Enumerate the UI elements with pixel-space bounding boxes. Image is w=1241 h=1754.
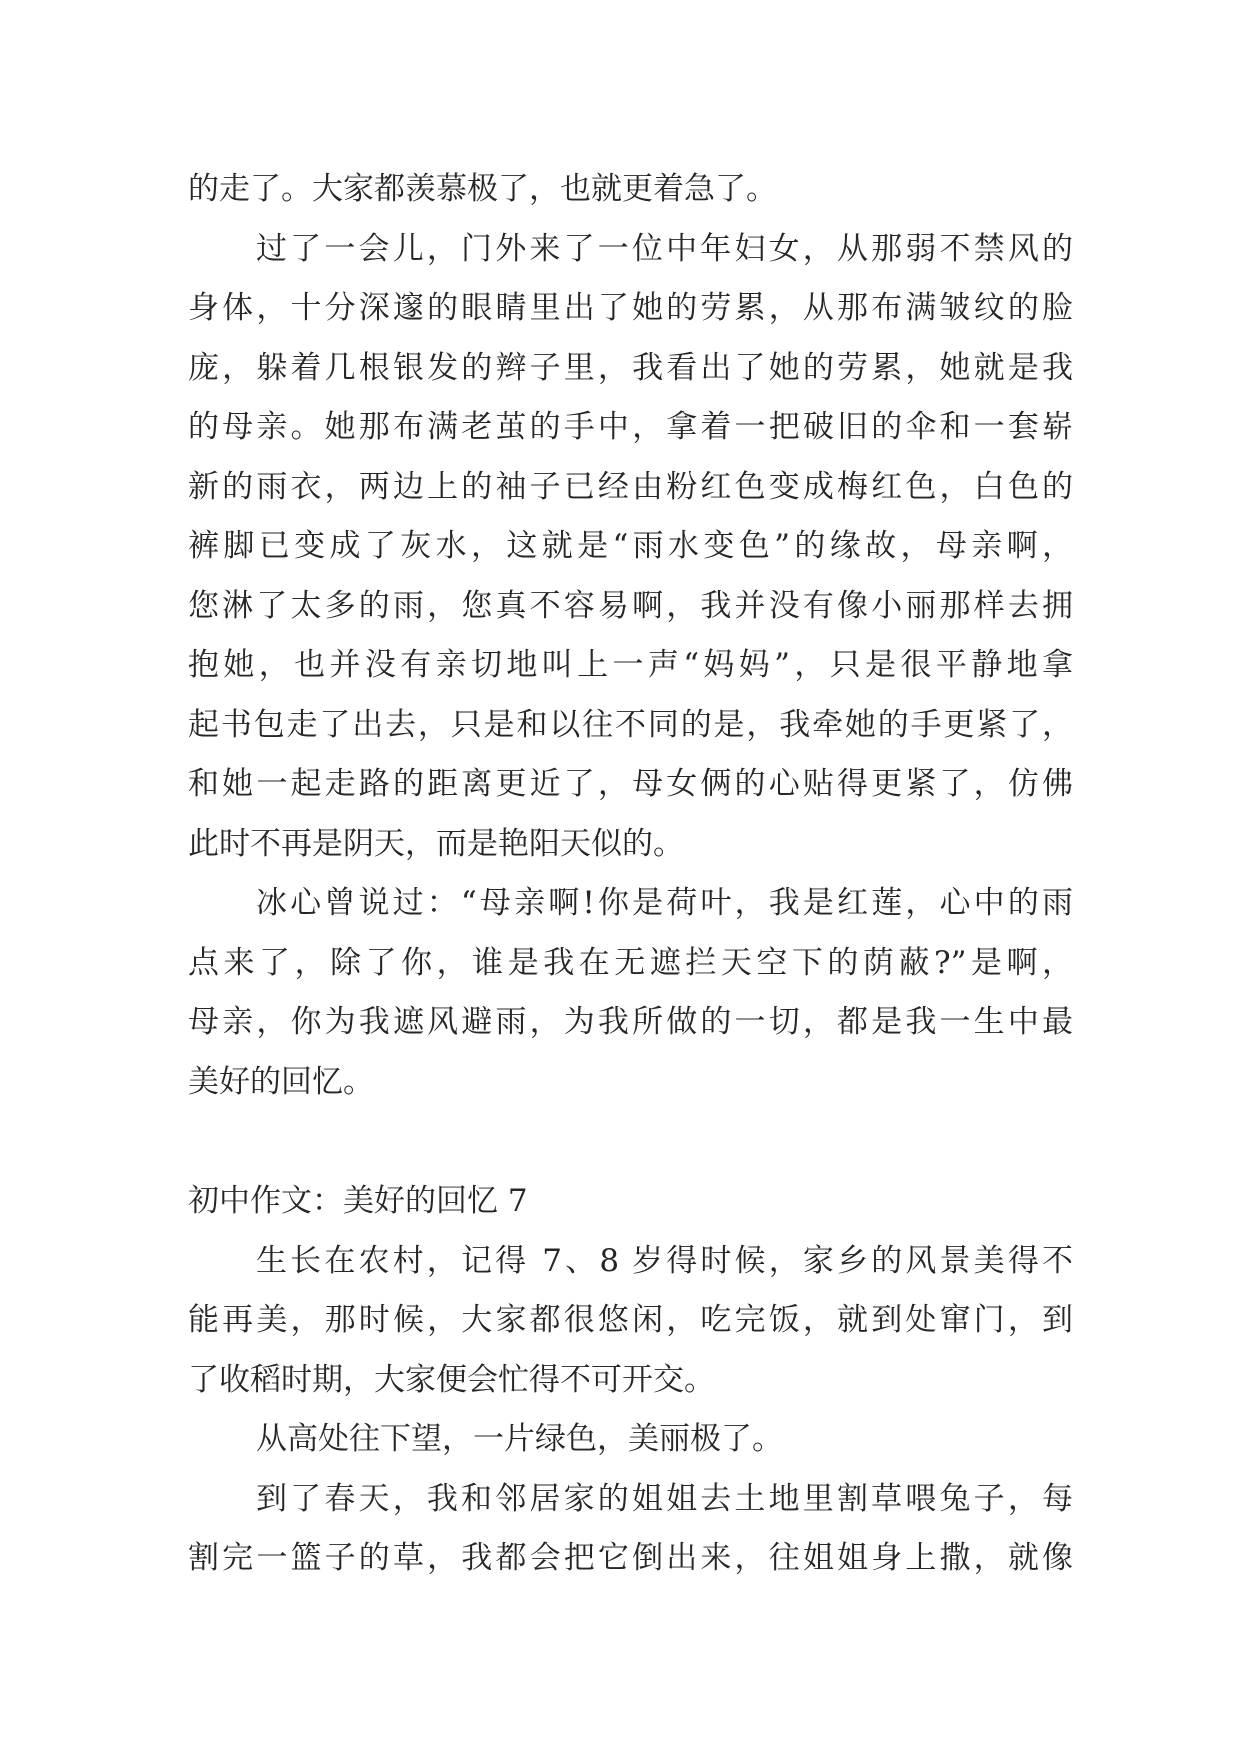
section-gap bbox=[188, 1112, 1073, 1172]
paragraph-line: 到了春天，我和邻居家的姐姐去土地里割草喂兔子，每 bbox=[256, 1480, 1073, 1517]
document-body bbox=[188, 160, 1073, 1589]
paragraph-line: 冰心曾说过：“母亲啊!你是荷叶，我是红莲，心中的雨 bbox=[256, 885, 1073, 921]
paragraph-line: 能再美，那时候，大家都很悠闲，吃完饭，就到处窜门，到 bbox=[188, 1302, 1073, 1338]
paragraph-line: 美好的回忆。 bbox=[188, 1063, 374, 1100]
paragraph-line: 抱她，也并没有亲切地叫上一声“妈妈”，只是很平静地拿 bbox=[188, 647, 1073, 683]
paragraph-line: 您淋了太多的雨，您真不容易啊，我并没有像小丽那样去拥 bbox=[188, 587, 1073, 624]
paragraph-line: 新的雨衣，两边上的袖子已经由粉红色变成梅红色，白色的 bbox=[188, 468, 1073, 505]
paragraph-line: 的走了。大家都羡慕极了，也就更着急了。 bbox=[188, 171, 777, 207]
paragraph-line: 从高处往下望，一片绿色，美丽极了。 bbox=[256, 1421, 783, 1457]
paragraph-line: 裤脚已变成了灰水，这就是“雨水变色”的缘故，母亲啊， bbox=[188, 528, 1073, 564]
paragraph-line: 的母亲。她那布满老茧的手中，拿着一把破旧的伞和一套崭 bbox=[188, 409, 1073, 445]
section-heading: 初中作文：美好的回忆 7 bbox=[188, 1183, 528, 1219]
paragraph-line: 母亲，你为我遮风避雨，为我所做的一切，都是我一生中最 bbox=[188, 1004, 1073, 1040]
paragraph-line: 了收稻时期，大家便会忙得不可开交。 bbox=[188, 1361, 715, 1398]
paragraph-line: 点来了，除了你，谁是我在无遮拦天空下的荫蔽?”是啊， bbox=[188, 944, 1073, 981]
paragraph-line: 割完一篮子的草，我都会把它倒出来，往姐姐身上撒，就像 bbox=[188, 1540, 1073, 1576]
paragraph-line: 此时不再是阴天，而是艳阳天似的。 bbox=[188, 825, 684, 862]
paragraph-line: 生长在农村，记得 7、8 岁得时候，家乡的风景美得不 bbox=[256, 1242, 1073, 1279]
paragraph-line: 起书包走了出去，只是和以往不同的是，我牵她的手更紧了， bbox=[188, 706, 1073, 743]
paragraph-line: 过了一会儿，门外来了一位中年妇女，从那弱不禁风的 bbox=[256, 230, 1073, 267]
paragraph-line: 和她一起走路的距离更近了，母女俩的心贴得更紧了，仿佛 bbox=[188, 766, 1073, 802]
paragraph-line: 身体，十分深邃的眼睛里出了她的劳累，从那布满皱纹的脸 bbox=[188, 290, 1073, 326]
paragraph-line: 庞，躲着几根银发的辫子里，我看出了她的劳累，她就是我 bbox=[188, 349, 1073, 386]
